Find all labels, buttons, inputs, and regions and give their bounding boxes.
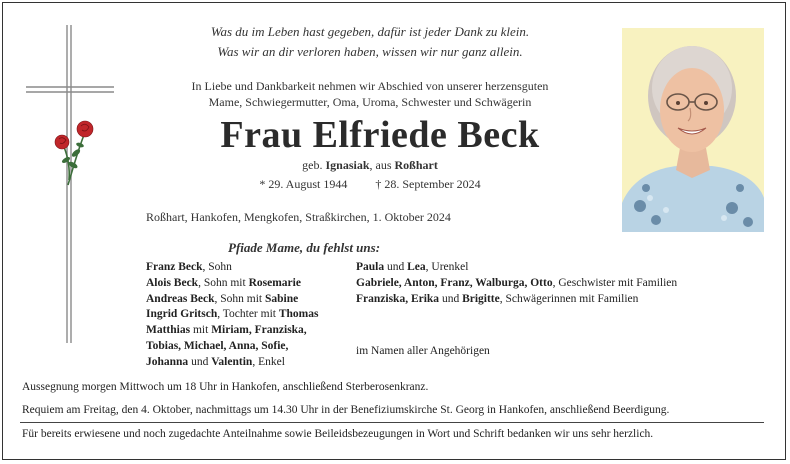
mourner-relation: und bbox=[439, 292, 463, 305]
mourner-name: Rosemarie bbox=[248, 276, 301, 289]
mourner-name: Ingrid Gritsch bbox=[146, 308, 218, 321]
closing-line: im Namen aller Angehörigen bbox=[356, 345, 490, 357]
mourner-relation: , Sohn mit bbox=[198, 276, 249, 289]
geb-suffix: , aus bbox=[369, 158, 395, 172]
mourner-line bbox=[146, 260, 318, 276]
mourner-relation: mit bbox=[190, 324, 212, 337]
mourner-line bbox=[146, 292, 318, 308]
mourner-name: Tobias, Michael, Anna, Sofie, bbox=[146, 339, 289, 352]
mourner-name: Miriam, Franziska, bbox=[211, 324, 307, 337]
mourner-relation: , Geschwister mit Familien bbox=[552, 276, 678, 289]
mourner-name: Paula bbox=[356, 261, 385, 273]
mourner-name: Thomas bbox=[278, 308, 319, 321]
mourner-name: Andreas Beck bbox=[146, 292, 215, 305]
mourner-line bbox=[356, 276, 677, 292]
location-date: Roßhart, Hankofen, Mengkofen, Straßkirchen, 1. Oktober 2024 bbox=[146, 210, 451, 224]
cross-with-roses-icon bbox=[26, 25, 126, 345]
intro-line-2: Mame, Schwiegermutter, Oma, Uroma, Schwester und Schwägerin bbox=[208, 95, 532, 109]
mourner-line bbox=[146, 276, 318, 292]
mourner-line bbox=[356, 292, 677, 308]
quote-line-1: Was du im Leben hast gegeben, dafür ist jeder Dank zu klein. bbox=[210, 24, 530, 39]
mourner-relation: , Enkel bbox=[252, 355, 285, 368]
geb-place: Roßhart bbox=[394, 158, 438, 172]
mourner-name: Valentin bbox=[211, 355, 253, 368]
birth-date: * 29. August 1944 bbox=[259, 177, 348, 191]
mourners-left-column bbox=[146, 260, 318, 371]
mourner-relation: , Sohn mit bbox=[214, 292, 265, 305]
mourner-relation: , Urenkel bbox=[425, 261, 469, 273]
requiem-note: Requiem am Freitag, den 4. Oktober, nachmittags um 14.30 Uhr in der Benefiziumskirche St. Georg in Hankofen, anschließend Beerdigung. bbox=[22, 404, 670, 416]
mourner-relation: und bbox=[188, 355, 212, 368]
birth-name-line bbox=[170, 158, 570, 173]
life-dates bbox=[170, 177, 570, 192]
aussegnung-note: Aussegnung morgen Mittwoch um 18 Uhr in Hankofen, anschließend Sterberosenkranz. bbox=[22, 381, 429, 393]
mourner-line bbox=[146, 323, 318, 339]
mourner-name: Franz Beck bbox=[146, 261, 203, 273]
intro-line-1: In Liebe und Dankbarkeit nehmen wir Abschied von unserer herzensguten bbox=[191, 79, 549, 93]
mourner-name: Lea bbox=[407, 261, 426, 273]
mourner-name: Alois Beck bbox=[146, 276, 199, 289]
mourner-name: Matthias bbox=[146, 324, 191, 337]
mourners-right-column bbox=[356, 260, 677, 307]
mourner-name: Brigitte bbox=[462, 292, 500, 305]
mourner-name: Gabriele, Anton, Franz, Walburga, Otto bbox=[356, 276, 553, 289]
mourners-title: Pfiade Mame, du fehlst uns: bbox=[228, 240, 381, 255]
mourner-relation: , Schwägerinnen mit Familien bbox=[499, 292, 639, 305]
death-date: † 28. September 2024 bbox=[375, 177, 481, 191]
thanks-note: Für bereits erwiesene und noch zugedachte Anteilnahme sowie Beileidsbezeugungen in Wort und Schrift bedanken wir uns sehr herzlich. bbox=[22, 428, 654, 440]
memorial-quote bbox=[170, 22, 570, 62]
geb-prefix: geb. bbox=[302, 158, 326, 172]
deceased-name: Frau Elfriede Beck bbox=[220, 114, 540, 156]
mourner-name: Sabine bbox=[264, 292, 299, 305]
mourner-line bbox=[146, 355, 318, 371]
mourner-line bbox=[146, 307, 318, 323]
mourner-name: Franziska, Erika bbox=[356, 292, 440, 305]
mourner-relation: , Tochter mit bbox=[217, 308, 279, 321]
mourner-line bbox=[356, 260, 677, 276]
intro-text bbox=[170, 78, 570, 110]
divider-line bbox=[20, 422, 764, 423]
mourner-relation: und bbox=[384, 261, 408, 273]
portrait-photo bbox=[622, 28, 764, 232]
mourner-name: Johanna bbox=[146, 355, 189, 368]
mourner-relation: , Sohn bbox=[202, 261, 232, 273]
geb-name: Ignasiak bbox=[325, 158, 370, 172]
mourner-line bbox=[146, 339, 318, 355]
quote-line-2: Was wir an dir verloren haben, wissen wir nur ganz allein. bbox=[217, 44, 523, 59]
